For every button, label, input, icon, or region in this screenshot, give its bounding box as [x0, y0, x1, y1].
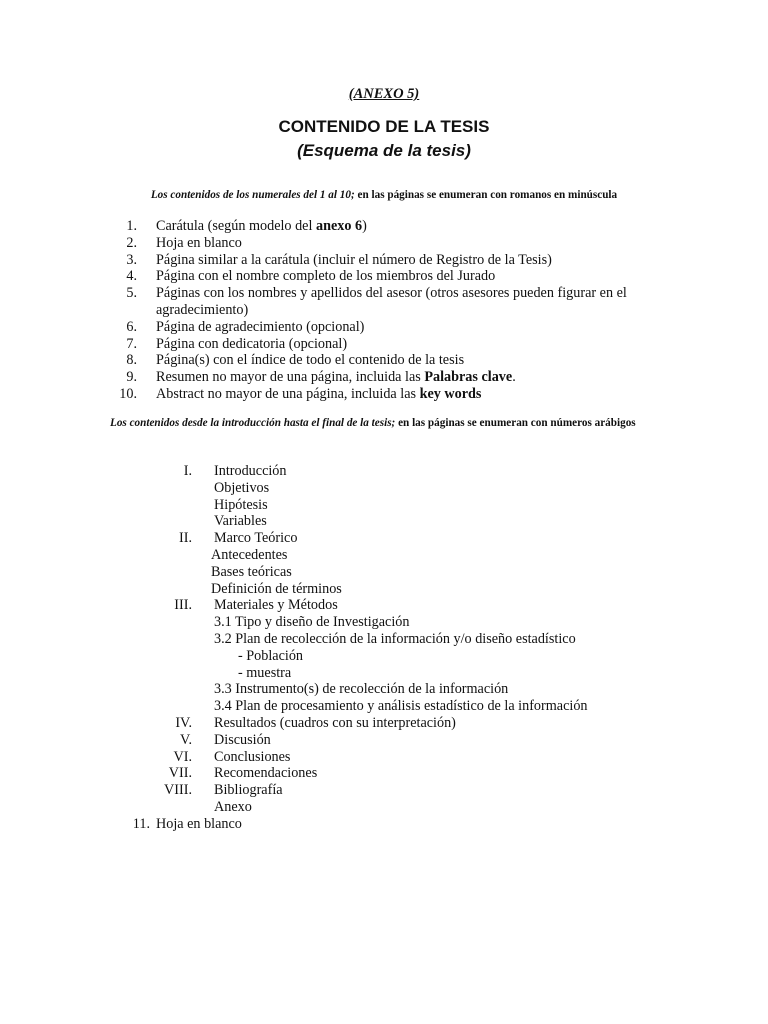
outline-item: [0, 698, 768, 715]
outline-item: [0, 749, 768, 766]
list-item: [110, 268, 670, 285]
outline-item: [0, 665, 768, 682]
outline-roman-number: VII.: [168, 765, 192, 782]
list-item-bold: key words: [419, 385, 482, 402]
outline-roman-number: III.: [174, 597, 192, 614]
list-item-text: Resumen no mayor de una página, incluida las Palabras clave.: [156, 369, 516, 386]
outline-item-text: Conclusiones: [214, 748, 291, 765]
outline-item-text: Resultados (cuadros con su interpretación): [214, 714, 456, 731]
list-item-text: Hoja en blanco: [156, 234, 242, 251]
list-item-text: Página(s) con el índice de todo el contenido de la tesis: [156, 352, 465, 369]
list-item: [110, 252, 670, 269]
list-item-bold: anexo 6: [315, 218, 363, 234]
outline-item: [0, 782, 768, 799]
outline-item: [0, 547, 768, 564]
list-item-text: Página similar a la carátula (incluir el número de Registro de la Tesis): [156, 251, 552, 268]
note-roman-italic: Los contenidos de los numerales del 1 al 10;: [150, 189, 355, 201]
list-item-text: Abstract no mayor de una página, incluida las key words: [156, 385, 482, 402]
outline-item: [0, 765, 768, 782]
outline-roman-number: VI.: [173, 748, 192, 765]
outline-item: [0, 564, 768, 581]
note-arabic-italic: Los contenidos desde la introducción hasta el final de la tesis;: [110, 417, 396, 429]
outline-item-text: Variables: [214, 513, 267, 530]
outline-item-text: 3.4 Plan de procesamiento y análisis estadístico de la información: [214, 698, 588, 715]
page-subtitle: (Esquema de la tesis): [297, 141, 471, 160]
list-item: [110, 352, 670, 369]
outline-item-text: 3.2 Plan de recolección de la información y/o diseño estadístico: [214, 630, 576, 647]
list-item: [110, 336, 670, 353]
outline-item: [0, 530, 768, 547]
page-title: CONTENIDO DE LA TESIS: [278, 117, 490, 136]
outline-item: [0, 681, 768, 698]
list-item-number: 4.: [126, 268, 137, 285]
outline-item-text: Discusión: [214, 731, 271, 748]
list-item-text: Página de agradecimiento (opcional): [156, 318, 365, 335]
outline-item-text: Introducción: [214, 463, 287, 479]
outline-item-text: - Población: [238, 647, 304, 664]
outline-item: [0, 715, 768, 732]
list-item-number: 8.: [126, 352, 137, 369]
outline-item-text: Antecedentes: [211, 546, 288, 563]
outline-item-text: Recomendaciones: [214, 765, 318, 782]
outline-roman-number: VIII.: [164, 782, 192, 799]
list-item-number: 10.: [119, 385, 137, 402]
outline-roman-number: V.: [180, 731, 192, 748]
outline-item-text: - muestra: [238, 664, 292, 681]
outline-item-text: Bases teóricas: [211, 563, 292, 580]
outline-item-last: [0, 816, 768, 833]
list-item-number: 3.: [126, 251, 137, 268]
outline-item-text: Anexo: [214, 798, 252, 815]
list-item-text: Página con el nombre completo de los miembros del Jurado: [156, 268, 496, 285]
outline-item-text: 3.1 Tipo y diseño de Investigación: [214, 614, 410, 631]
note-roman-numbering: [0, 187, 768, 204]
outline-item: [0, 513, 768, 530]
outline-item-text: Objetivos: [214, 479, 270, 496]
outline-roman-number: IV.: [175, 714, 192, 731]
list-item-number: 9.: [126, 369, 137, 386]
main-content-outline: [0, 463, 768, 833]
list-item: [110, 386, 670, 403]
note-roman-plain: en las páginas se enumeran con romanos en minúscula: [354, 189, 618, 201]
outline-item: [0, 497, 768, 514]
outline-item-text: Bibliografía: [214, 782, 283, 799]
list-item-number: 2.: [126, 234, 137, 251]
outline-item: [0, 614, 768, 631]
outline-item: [0, 597, 768, 614]
outline-item-text: Definición de términos: [211, 580, 342, 597]
list-item-number: 5.: [126, 285, 137, 302]
outline-item: [0, 732, 768, 749]
outline-roman-number: II.: [179, 530, 192, 547]
list-item: [110, 218, 670, 235]
outline-item-text: Hipótesis: [214, 496, 268, 513]
list-item-bold: Palabras clave: [424, 369, 513, 386]
list-item: [110, 369, 670, 386]
note-arabic-plain: en las páginas se enumeran con números arábigos: [395, 417, 636, 429]
outline-item: [0, 648, 768, 665]
preliminary-pages-list: [110, 218, 670, 403]
list-item-text: Páginas con los nombres y apellidos del asesor (otros asesores pueden figurar en el agradecimiento): [156, 285, 627, 318]
list-item: [110, 235, 670, 252]
list-item: [110, 285, 670, 319]
note-arabic-numbering: [110, 417, 658, 431]
outline-item: [0, 799, 768, 816]
anexo-label: (ANEXO 5): [348, 86, 420, 102]
outline-item-text: Marco Teórico: [214, 530, 298, 547]
list-item-text: Página con dedicatoria (opcional): [156, 335, 348, 352]
list-item-number: 1.: [126, 218, 137, 234]
outline-item-text: Materiales y Métodos: [214, 597, 338, 614]
list-item: [110, 319, 670, 336]
outline-item-text: Hoja en blanco: [156, 815, 242, 832]
outline-roman-number: I.: [183, 463, 192, 479]
list-item-number: 6.: [126, 318, 137, 335]
outline-item: [0, 631, 768, 648]
outline-item-text: 3.3 Instrumento(s) de recolección de la información: [214, 681, 509, 698]
outline-item: [0, 581, 768, 598]
outline-number: 11.: [132, 815, 150, 832]
outline-item: [0, 480, 768, 497]
outline-item: [0, 463, 768, 480]
list-item-number: 7.: [126, 335, 137, 352]
list-item-text: Carátula (según modelo del anexo 6): [156, 218, 367, 234]
